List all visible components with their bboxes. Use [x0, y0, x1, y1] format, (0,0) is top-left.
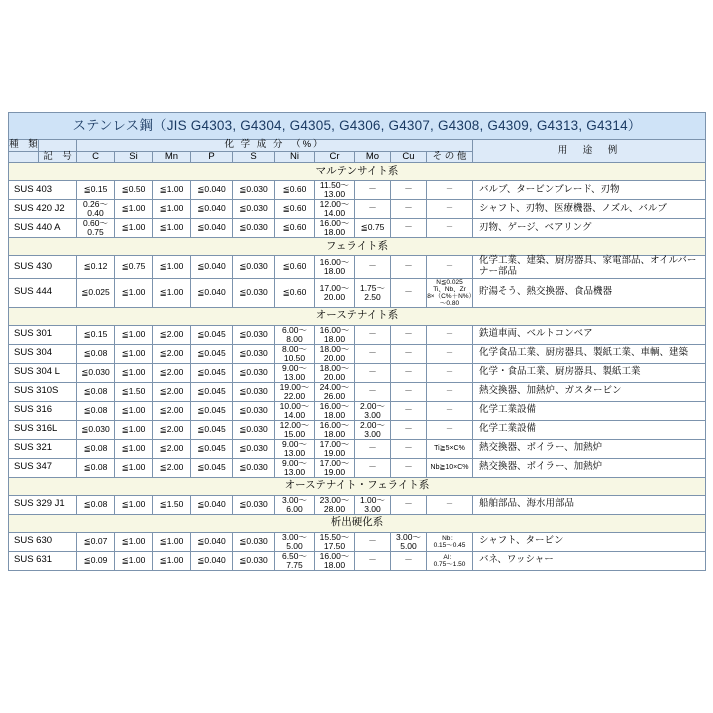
- row-c: ≦0.09: [77, 551, 115, 570]
- row-cu: －: [391, 458, 427, 477]
- row-mo: 1.75～ 2.50: [355, 278, 391, 307]
- row-cu: 3.00～ 5.00: [391, 532, 427, 551]
- row-other: Al： 0.75～1.50: [427, 551, 473, 570]
- row-c: 0.60～ 0.75: [77, 219, 115, 238]
- row-cr: 16.00～ 18.00: [315, 219, 355, 238]
- row-s: ≦0.030: [233, 363, 275, 382]
- row-use: 化学工業、建築、厨房器具、家電部品、オイルバーナー部品: [473, 256, 706, 278]
- row-c: ≦0.030: [77, 420, 115, 439]
- row-cu: －: [391, 344, 427, 363]
- row-other: －: [427, 495, 473, 514]
- row-c: ≦0.08: [77, 344, 115, 363]
- table-row: [9, 401, 706, 420]
- table-row: [9, 278, 706, 307]
- row-cr: 16.00～ 18.00: [315, 256, 355, 278]
- header-kind-2: [9, 151, 39, 163]
- row-p: ≦0.040: [191, 200, 233, 219]
- row-grade: SUS 321: [9, 439, 77, 458]
- row-mn: ≦2.00: [153, 420, 191, 439]
- row-si: ≦1.00: [115, 551, 153, 570]
- header-element-Cr: Cr: [315, 151, 355, 163]
- row-c: ≦0.08: [77, 439, 115, 458]
- row-other: －: [427, 181, 473, 200]
- row-ni: ≦0.60: [275, 219, 315, 238]
- row-si: ≦1.50: [115, 382, 153, 401]
- row-mo: －: [355, 458, 391, 477]
- row-s: ≦0.030: [233, 219, 275, 238]
- row-mo: 2.00～ 3.00: [355, 401, 391, 420]
- row-si: ≦1.00: [115, 458, 153, 477]
- row-use: 化学工業設備: [473, 401, 706, 420]
- row-other: －: [427, 200, 473, 219]
- row-mo: －: [355, 382, 391, 401]
- row-ni: 9.00～ 13.00: [275, 439, 315, 458]
- header-use-example: 用 途 例: [473, 140, 706, 163]
- row-mo: －: [355, 532, 391, 551]
- row-use: 熱交換器、ボイラー、加熱炉: [473, 439, 706, 458]
- row-si: ≦1.00: [115, 401, 153, 420]
- header-chemical-composition: 化 学 成 分 （%）: [77, 140, 473, 152]
- row-cr: 12.00～ 14.00: [315, 200, 355, 219]
- row-use: バネ、ワッシャー: [473, 551, 706, 570]
- table-row: [9, 420, 706, 439]
- row-other: －: [427, 344, 473, 363]
- table-row: [9, 344, 706, 363]
- table-row: [9, 382, 706, 401]
- row-mn: ≦1.00: [153, 219, 191, 238]
- row-use: 化学食品工業、厨房器具、製紙工業、車輌、建築: [473, 344, 706, 363]
- row-cu: －: [391, 382, 427, 401]
- row-cu: －: [391, 420, 427, 439]
- group-label: マルテンサイト系: [9, 163, 706, 181]
- group-header-row: [9, 477, 706, 495]
- group-header-row: [9, 307, 706, 325]
- row-s: ≦0.030: [233, 420, 275, 439]
- row-ni: 8.00～ 10.50: [275, 344, 315, 363]
- table-row: [9, 181, 706, 200]
- row-s: ≦0.030: [233, 200, 275, 219]
- table-title-row: [9, 113, 706, 140]
- row-ni: ≦0.60: [275, 256, 315, 278]
- row-grade: SUS 310S: [9, 382, 77, 401]
- row-other: Nb： 0.15～0.45: [427, 532, 473, 551]
- row-s: ≦0.030: [233, 278, 275, 307]
- row-mo: ≦0.75: [355, 219, 391, 238]
- row-cr: 16.00～ 18.00: [315, 551, 355, 570]
- header-row-kind: [9, 140, 706, 152]
- row-grade: SUS 316L: [9, 420, 77, 439]
- row-mo: －: [355, 325, 391, 344]
- row-cr: 18.00～ 20.00: [315, 344, 355, 363]
- row-mn: ≦1.00: [153, 278, 191, 307]
- row-use: 化学工業設備: [473, 420, 706, 439]
- row-use: 熱交換器、ボイラー、加熱炉: [473, 458, 706, 477]
- row-cr: 16.00～ 18.00: [315, 325, 355, 344]
- row-other: －: [427, 420, 473, 439]
- row-p: ≦0.045: [191, 420, 233, 439]
- header-element-Mn: Mn: [153, 151, 191, 163]
- row-ni: 9.00～ 13.00: [275, 363, 315, 382]
- table-row: [9, 256, 706, 278]
- row-mn: ≦2.00: [153, 325, 191, 344]
- row-si: ≦1.00: [115, 420, 153, 439]
- row-mo: －: [355, 256, 391, 278]
- table-row: [9, 551, 706, 570]
- header-sign: [39, 140, 77, 152]
- row-p: ≦0.045: [191, 401, 233, 420]
- row-p: ≦0.040: [191, 219, 233, 238]
- row-si: ≦1.00: [115, 325, 153, 344]
- row-cr: 17.00～ 19.00: [315, 458, 355, 477]
- group-label: オーステナイト系: [9, 307, 706, 325]
- row-si: ≦1.00: [115, 439, 153, 458]
- row-p: ≦0.045: [191, 439, 233, 458]
- row-s: ≦0.030: [233, 495, 275, 514]
- row-use: バルブ、タービンブレード、刃物: [473, 181, 706, 200]
- header-element-Cu: Cu: [391, 151, 427, 163]
- row-grade: SUS 440 A: [9, 219, 77, 238]
- row-mo: －: [355, 551, 391, 570]
- row-s: ≦0.030: [233, 439, 275, 458]
- row-p: ≦0.045: [191, 458, 233, 477]
- row-si: ≦1.00: [115, 495, 153, 514]
- header-element-P: P: [191, 151, 233, 163]
- steel-spec-table: [8, 112, 706, 571]
- row-grade: SUS 301: [9, 325, 77, 344]
- page-title: ステンレス鋼（JIS G4303, G4304, G4305, G4306, G4307, G4308, G4309, G4313, G4314）: [9, 113, 706, 140]
- row-other: －: [427, 363, 473, 382]
- row-cr: 23.00～ 28.00: [315, 495, 355, 514]
- row-c: ≦0.030: [77, 363, 115, 382]
- row-cu: －: [391, 495, 427, 514]
- row-mo: 2.00～ 3.00: [355, 420, 391, 439]
- header-element-Mo: Mo: [355, 151, 391, 163]
- row-ni: 3.00～ 6.00: [275, 495, 315, 514]
- row-mo: －: [355, 344, 391, 363]
- row-cu: －: [391, 278, 427, 307]
- row-cr: 18.00～ 20.00: [315, 363, 355, 382]
- row-si: ≦1.00: [115, 219, 153, 238]
- row-p: ≦0.045: [191, 363, 233, 382]
- row-grade: SUS 304: [9, 344, 77, 363]
- row-c: ≦0.08: [77, 382, 115, 401]
- row-cr: 17.00～ 19.00: [315, 439, 355, 458]
- row-si: ≦1.00: [115, 363, 153, 382]
- row-s: ≦0.030: [233, 256, 275, 278]
- row-mn: ≦2.00: [153, 439, 191, 458]
- row-c: ≦0.08: [77, 401, 115, 420]
- row-c: ≦0.08: [77, 495, 115, 514]
- row-s: ≦0.030: [233, 551, 275, 570]
- row-si: ≦1.00: [115, 278, 153, 307]
- row-cu: －: [391, 551, 427, 570]
- row-cr: 11.50～ 13.00: [315, 181, 355, 200]
- row-c: ≦0.08: [77, 458, 115, 477]
- row-s: ≦0.030: [233, 181, 275, 200]
- row-p: ≦0.045: [191, 344, 233, 363]
- table-row: [9, 200, 706, 219]
- row-use: シャフト、タービン: [473, 532, 706, 551]
- row-mn: ≦2.00: [153, 344, 191, 363]
- header-element-Ni: Ni: [275, 151, 315, 163]
- row-use: シャフト、刃物、医療機器、ノズル、バルブ: [473, 200, 706, 219]
- row-si: ≦0.50: [115, 181, 153, 200]
- row-other: －: [427, 325, 473, 344]
- group-header-row: [9, 163, 706, 181]
- row-mo: －: [355, 439, 391, 458]
- row-s: ≦0.030: [233, 382, 275, 401]
- group-header-row: [9, 514, 706, 532]
- row-cr: 17.00～ 20.00: [315, 278, 355, 307]
- header-element-Si: Si: [115, 151, 153, 163]
- row-ni: 9.00～ 13.00: [275, 458, 315, 477]
- steel-spec-table-container: [8, 112, 705, 571]
- header-sign-2: 記 号: [39, 151, 77, 163]
- row-use: 刃物、ゲージ、ベアリング: [473, 219, 706, 238]
- row-cu: －: [391, 439, 427, 458]
- row-mn: ≦1.00: [153, 181, 191, 200]
- row-ni: 6.50～ 7.75: [275, 551, 315, 570]
- header-element-その他: そ の 他: [427, 151, 473, 163]
- table-row: [9, 532, 706, 551]
- row-si: ≦0.75: [115, 256, 153, 278]
- row-use: 熱交換器、加熱炉、ガスタービン: [473, 382, 706, 401]
- row-grade: SUS 444: [9, 278, 77, 307]
- row-cu: －: [391, 325, 427, 344]
- row-other: Ti≧5×C%: [427, 439, 473, 458]
- steel-spec-table-body: [9, 113, 706, 571]
- row-other: －: [427, 382, 473, 401]
- row-grade: SUS 420 J2: [9, 200, 77, 219]
- row-grade: SUS 329 J1: [9, 495, 77, 514]
- row-grade: SUS 403: [9, 181, 77, 200]
- row-cr: 24.00～ 26.00: [315, 382, 355, 401]
- row-other: －: [427, 401, 473, 420]
- row-cu: －: [391, 181, 427, 200]
- row-mn: ≦1.00: [153, 200, 191, 219]
- row-ni: 12.00～ 15.00: [275, 420, 315, 439]
- row-s: ≦0.030: [233, 458, 275, 477]
- row-ni: 6.00～ 8.00: [275, 325, 315, 344]
- row-p: ≦0.040: [191, 495, 233, 514]
- row-use: 貯湯そう、熱交換器、食品機器: [473, 278, 706, 307]
- row-cu: －: [391, 401, 427, 420]
- row-c: 0.26～ 0.40: [77, 200, 115, 219]
- row-mo: 1.00～ 3.00: [355, 495, 391, 514]
- row-mn: ≦2.00: [153, 382, 191, 401]
- row-other: －: [427, 219, 473, 238]
- table-row: [9, 439, 706, 458]
- row-c: ≦0.12: [77, 256, 115, 278]
- row-c: ≦0.07: [77, 532, 115, 551]
- row-p: ≦0.040: [191, 532, 233, 551]
- row-p: ≦0.040: [191, 181, 233, 200]
- row-ni: ≦0.60: [275, 278, 315, 307]
- row-grade: SUS 347: [9, 458, 77, 477]
- row-other: －: [427, 256, 473, 278]
- row-ni: 3.00～ 5.00: [275, 532, 315, 551]
- row-s: ≦0.030: [233, 344, 275, 363]
- group-label: 析出硬化系: [9, 514, 706, 532]
- row-cr: 16.00～ 18.00: [315, 420, 355, 439]
- table-row: [9, 363, 706, 382]
- row-s: ≦0.030: [233, 532, 275, 551]
- header-element-C: C: [77, 151, 115, 163]
- row-p: ≦0.045: [191, 325, 233, 344]
- row-c: ≦0.15: [77, 325, 115, 344]
- row-grade: SUS 630: [9, 532, 77, 551]
- row-mn: ≦1.00: [153, 532, 191, 551]
- group-label: フェライト系: [9, 238, 706, 256]
- row-si: ≦1.00: [115, 344, 153, 363]
- row-s: ≦0.030: [233, 325, 275, 344]
- row-ni: 10.00～ 14.00: [275, 401, 315, 420]
- row-cu: －: [391, 256, 427, 278]
- row-si: ≦1.00: [115, 200, 153, 219]
- table-row: [9, 325, 706, 344]
- row-other: N≦0.025 Ti、Nb、Zr 8×（C%＋N%）～0.80: [427, 278, 472, 307]
- header-kind: 種 類: [9, 139, 38, 150]
- row-ni: ≦0.60: [275, 200, 315, 219]
- row-cu: －: [391, 200, 427, 219]
- row-use: 化学・食品工業、厨房器具、製紙工業: [473, 363, 706, 382]
- row-use: 船舶部品、海水用部品: [473, 495, 706, 514]
- row-s: ≦0.030: [233, 401, 275, 420]
- row-grade: SUS 631: [9, 551, 77, 570]
- row-cr: 15.50～ 17.50: [315, 532, 355, 551]
- row-mo: －: [355, 363, 391, 382]
- table-row: [9, 458, 706, 477]
- row-ni: 19.00～ 22.00: [275, 382, 315, 401]
- row-other: Nb≧10×C%: [427, 458, 473, 477]
- row-p: ≦0.040: [191, 551, 233, 570]
- row-use: 鉄道車両、ベルトコンベア: [473, 325, 706, 344]
- row-cr: 16.00～ 18.00: [315, 401, 355, 420]
- row-mn: ≦1.00: [153, 551, 191, 570]
- row-mn: ≦2.00: [153, 458, 191, 477]
- row-mn: ≦2.00: [153, 363, 191, 382]
- row-grade: SUS 316: [9, 401, 77, 420]
- group-label: オーステナイト・フェライト系: [9, 477, 706, 495]
- row-mn: ≦1.00: [153, 256, 191, 278]
- table-row: [9, 495, 706, 514]
- row-mn: ≦1.50: [153, 495, 191, 514]
- row-p: ≦0.040: [191, 256, 233, 278]
- row-grade: SUS 304 L: [9, 363, 77, 382]
- row-p: ≦0.040: [191, 278, 233, 307]
- row-c: ≦0.025: [77, 278, 115, 307]
- row-mo: －: [355, 200, 391, 219]
- row-mo: －: [355, 181, 391, 200]
- row-si: ≦1.00: [115, 532, 153, 551]
- row-c: ≦0.15: [77, 181, 115, 200]
- table-row: [9, 219, 706, 238]
- row-grade: SUS 430: [9, 256, 77, 278]
- row-p: ≦0.045: [191, 382, 233, 401]
- row-mn: ≦2.00: [153, 401, 191, 420]
- group-header-row: [9, 238, 706, 256]
- row-cu: －: [391, 363, 427, 382]
- header-element-S: S: [233, 151, 275, 163]
- row-ni: ≦0.60: [275, 181, 315, 200]
- row-cu: －: [391, 219, 427, 238]
